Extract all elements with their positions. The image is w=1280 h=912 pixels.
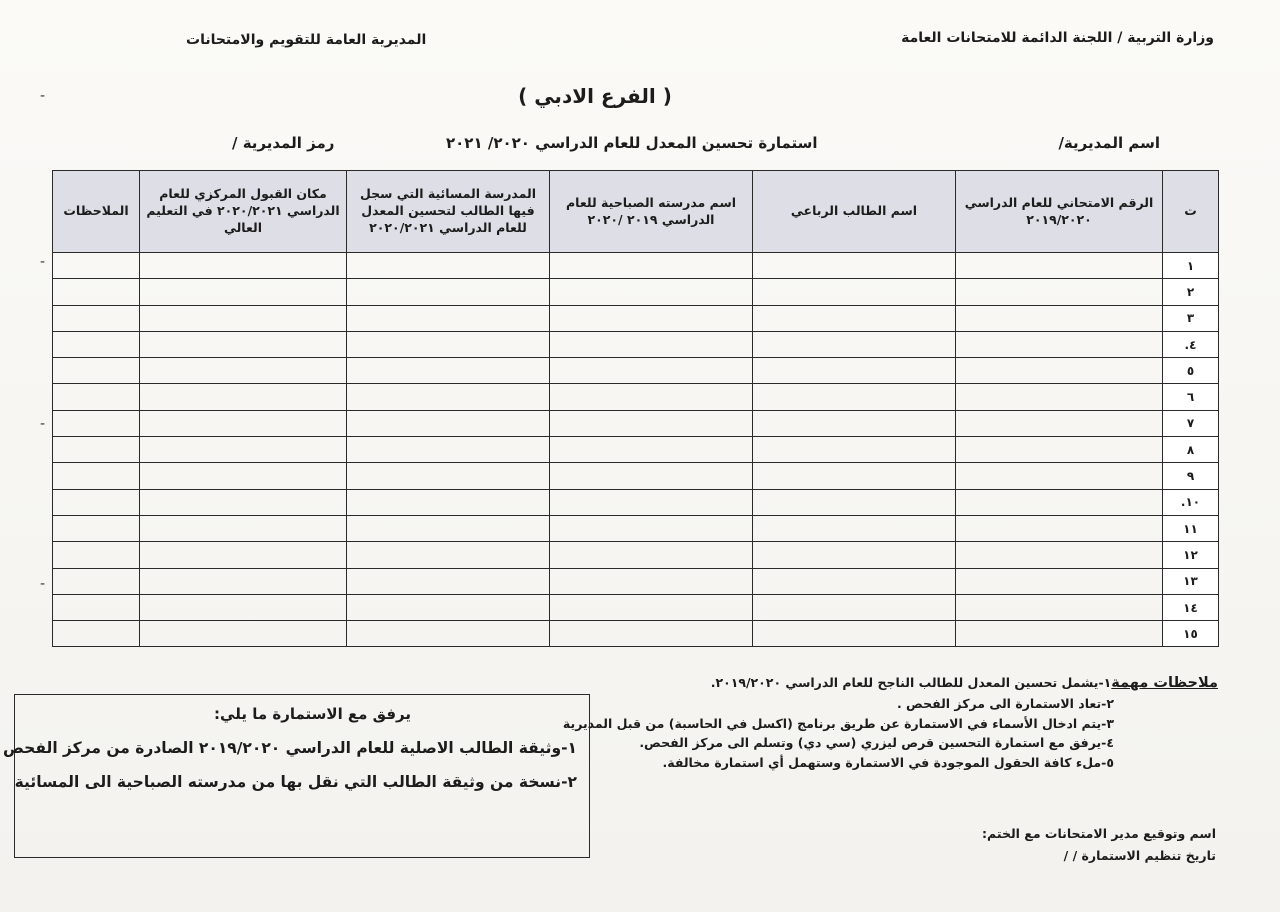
form-date-label: تاريخ تنظيم الاستمارة / / xyxy=(1063,848,1216,863)
admission-place-cell[interactable] xyxy=(140,253,347,279)
attachment-item: ٢-نسخة من وثيقة الطالب التي نقل بها من مدرسته الصباحية الى المسائية xyxy=(14,773,577,791)
exam-number-cell[interactable] xyxy=(956,358,1163,384)
morning-school-cell[interactable] xyxy=(550,253,753,279)
evening-school-cell[interactable] xyxy=(347,253,550,279)
note-item: ٤-يرفق مع استمارة التحسين قرص ليزري (سي دي) وتسلم الى مركز الفحص. xyxy=(639,735,1114,751)
admission-place-cell[interactable] xyxy=(140,437,347,463)
admission-place-cell[interactable] xyxy=(140,542,347,568)
seq-cell: ٣ xyxy=(1163,305,1219,331)
directorate-code-label: رمز المديرية / xyxy=(232,134,335,152)
ministry-header: وزارة التربية / اللجنة الدائمة للامتحانات العامة xyxy=(901,30,1214,46)
attachment-item: ١-وثيقة الطالب الاصلية للعام الدراسي ٢٠١٩/٢٠٢٠ الصادرة من مركز الفحص xyxy=(3,739,577,757)
seq-cell: ٢ xyxy=(1163,279,1219,305)
evening-school-cell[interactable] xyxy=(347,384,550,410)
col-header-evening-school: المدرسة المسائية التي سجل فيها الطالب لتحسين المعدل للعام الدراسي ٢٠٢٠/٢٠٢١ xyxy=(347,171,550,253)
students-table xyxy=(52,170,1219,647)
seq-cell: ١٤ xyxy=(1163,594,1219,620)
evening-school-cell[interactable] xyxy=(347,305,550,331)
table-row xyxy=(53,463,1219,489)
table-row xyxy=(53,515,1219,541)
note-item: ٥-ملء كافة الحقول الموجودة في الاستمارة وستهمل أي استمارة مخالفة. xyxy=(662,754,1114,770)
seq-cell: ٤. xyxy=(1163,331,1219,357)
morning-school-cell[interactable] xyxy=(550,621,753,647)
table-row xyxy=(53,568,1219,594)
student-name-cell[interactable] xyxy=(753,331,956,357)
remarks-cell[interactable] xyxy=(53,568,140,594)
student-name-cell[interactable] xyxy=(753,279,956,305)
student-name-cell[interactable] xyxy=(753,621,956,647)
student-name-cell[interactable] xyxy=(753,542,956,568)
student-name-cell[interactable] xyxy=(753,437,956,463)
remarks-cell[interactable] xyxy=(53,253,140,279)
morning-school-cell[interactable] xyxy=(550,594,753,620)
morning-school-cell[interactable] xyxy=(550,489,753,515)
evening-school-cell[interactable] xyxy=(347,331,550,357)
seq-cell: ٦ xyxy=(1163,384,1219,410)
student-name-cell[interactable] xyxy=(753,305,956,331)
remarks-cell[interactable] xyxy=(53,358,140,384)
exam-number-cell[interactable] xyxy=(956,568,1163,594)
table-row xyxy=(53,542,1219,568)
exam-number-cell[interactable] xyxy=(956,515,1163,541)
table-row xyxy=(53,594,1219,620)
admission-place-cell[interactable] xyxy=(140,568,347,594)
evening-school-cell[interactable] xyxy=(347,568,550,594)
col-header-remarks: الملاحظات xyxy=(53,171,140,253)
evening-school-cell[interactable] xyxy=(347,279,550,305)
col-header-student-name: اسم الطالب الرباعي xyxy=(753,171,956,253)
student-name-cell[interactable] xyxy=(753,410,956,436)
exam-number-cell[interactable] xyxy=(956,437,1163,463)
margin-mark: - xyxy=(40,576,46,592)
note-item: ٣-يتم ادخال الأسماء في الاستمارة عن طريق برنامج (اكسل في الحاسبة) من قبل المديرية xyxy=(562,715,1114,731)
form-title: استمارة تحسين المعدل للعام الدراسي ٢٠٢٠/ ٢٠٢١ xyxy=(446,134,818,152)
table-row xyxy=(53,489,1219,515)
table-row xyxy=(53,331,1219,357)
seq-cell: ١٢ xyxy=(1163,542,1219,568)
exam-number-cell[interactable] xyxy=(956,542,1163,568)
seq-cell: ١ xyxy=(1163,253,1219,279)
note-item: ٢-تعاد الاستمارة الى مركز الفحص . xyxy=(896,696,1114,712)
evening-school-cell[interactable] xyxy=(347,410,550,436)
table-row xyxy=(53,358,1219,384)
remarks-cell[interactable] xyxy=(53,331,140,357)
evening-school-cell[interactable] xyxy=(347,489,550,515)
remarks-cell[interactable] xyxy=(53,594,140,620)
student-name-cell[interactable] xyxy=(753,568,956,594)
seq-cell: ١١ xyxy=(1163,515,1219,541)
admission-place-cell[interactable] xyxy=(140,621,347,647)
margin-mark: - xyxy=(40,416,46,432)
seq-cell: ١٣ xyxy=(1163,568,1219,594)
morning-school-cell[interactable] xyxy=(550,515,753,541)
notes-title: ملاحظات مهمة xyxy=(1111,675,1218,691)
important-notes xyxy=(563,672,1218,772)
student-name-cell[interactable] xyxy=(753,253,956,279)
admission-place-cell[interactable] xyxy=(140,305,347,331)
col-header-exam-number: الرقم الامتحاني للعام الدراسي ٢٠١٩/٢٠٢٠ xyxy=(956,171,1163,253)
table-row xyxy=(53,253,1219,279)
table-row xyxy=(53,410,1219,436)
morning-school-cell[interactable] xyxy=(550,279,753,305)
exam-number-cell[interactable] xyxy=(956,621,1163,647)
morning-school-cell[interactable] xyxy=(550,305,753,331)
admission-place-cell[interactable] xyxy=(140,358,347,384)
remarks-cell[interactable] xyxy=(53,542,140,568)
evening-school-cell[interactable] xyxy=(347,542,550,568)
admission-place-cell[interactable] xyxy=(140,463,347,489)
table-row xyxy=(53,437,1219,463)
admission-place-cell[interactable] xyxy=(140,410,347,436)
remarks-cell[interactable] xyxy=(53,621,140,647)
admission-place-cell[interactable] xyxy=(140,489,347,515)
student-name-cell[interactable] xyxy=(753,384,956,410)
evening-school-cell[interactable] xyxy=(347,437,550,463)
evening-school-cell[interactable] xyxy=(347,515,550,541)
remarks-cell[interactable] xyxy=(53,515,140,541)
morning-school-cell[interactable] xyxy=(550,384,753,410)
student-name-cell[interactable] xyxy=(753,489,956,515)
manager-signature-label: اسم وتوقيع مدير الامتحانات مع الختم: xyxy=(982,826,1216,841)
evening-school-cell[interactable] xyxy=(347,358,550,384)
morning-school-cell[interactable] xyxy=(550,568,753,594)
exam-number-cell[interactable] xyxy=(956,410,1163,436)
directorate-name-label: اسم المديرية/ xyxy=(1058,134,1160,152)
remarks-cell[interactable] xyxy=(53,384,140,410)
remarks-cell[interactable] xyxy=(53,437,140,463)
seq-cell: ٩ xyxy=(1163,463,1219,489)
exam-number-cell[interactable] xyxy=(956,279,1163,305)
remarks-cell[interactable] xyxy=(53,305,140,331)
evening-school-cell[interactable] xyxy=(347,463,550,489)
margin-mark: - xyxy=(40,254,46,270)
directorate-header: المديرية العامة للتقويم والامتحانات xyxy=(186,32,427,48)
col-header-seq: ت xyxy=(1163,171,1219,253)
margin-mark: - xyxy=(40,88,46,104)
morning-school-cell[interactable] xyxy=(550,358,753,384)
exam-number-cell[interactable] xyxy=(956,594,1163,620)
admission-place-cell[interactable] xyxy=(140,594,347,620)
remarks-cell[interactable] xyxy=(53,410,140,436)
morning-school-cell[interactable] xyxy=(550,437,753,463)
student-name-cell[interactable] xyxy=(753,515,956,541)
table-row xyxy=(53,279,1219,305)
table-header-row xyxy=(53,171,1219,253)
morning-school-cell[interactable] xyxy=(550,331,753,357)
exam-number-cell[interactable] xyxy=(956,331,1163,357)
table-row xyxy=(53,384,1219,410)
admission-place-cell[interactable] xyxy=(140,279,347,305)
col-header-admission-place: مكان القبول المركزي للعام الدراسي ٢٠٢٠/٢٠٢١ في التعليم العالي xyxy=(140,171,347,253)
seq-cell: ١٠. xyxy=(1163,489,1219,515)
attachments-box xyxy=(3,694,590,858)
seq-cell: ٨ xyxy=(1163,437,1219,463)
exam-number-cell[interactable] xyxy=(956,253,1163,279)
seq-cell: ٧ xyxy=(1163,410,1219,436)
student-name-cell[interactable] xyxy=(753,463,956,489)
admission-place-cell[interactable] xyxy=(140,384,347,410)
student-name-cell[interactable] xyxy=(753,594,956,620)
remarks-cell[interactable] xyxy=(53,463,140,489)
admission-place-cell[interactable] xyxy=(140,331,347,357)
remarks-cell[interactable] xyxy=(53,489,140,515)
remarks-cell[interactable] xyxy=(53,279,140,305)
table-row xyxy=(53,305,1219,331)
morning-school-cell[interactable] xyxy=(550,542,753,568)
attachments-title: يرفق مع الاستمارة ما يلي: xyxy=(214,705,411,723)
branch-title: ( الفرع الادبي ) xyxy=(518,84,672,108)
morning-school-cell[interactable] xyxy=(550,463,753,489)
exam-number-cell[interactable] xyxy=(956,489,1163,515)
seq-cell: ١٥ xyxy=(1163,621,1219,647)
exam-number-cell[interactable] xyxy=(956,305,1163,331)
student-name-cell[interactable] xyxy=(753,358,956,384)
exam-number-cell[interactable] xyxy=(956,384,1163,410)
col-header-morning-school: اسم مدرسته الصباحية للعام الدراسي ٢٠١٩ /٢٠٢٠ xyxy=(550,171,753,253)
table-row xyxy=(53,621,1219,647)
exam-number-cell[interactable] xyxy=(956,463,1163,489)
evening-school-cell[interactable] xyxy=(347,594,550,620)
morning-school-cell[interactable] xyxy=(550,410,753,436)
seq-cell: ٥ xyxy=(1163,358,1219,384)
admission-place-cell[interactable] xyxy=(140,515,347,541)
evening-school-cell[interactable] xyxy=(347,621,550,647)
note-item: ١-يشمل تحسين المعدل للطالب الناجح للعام الدراسي ٢٠١٩/٢٠٢٠. xyxy=(710,675,1112,690)
